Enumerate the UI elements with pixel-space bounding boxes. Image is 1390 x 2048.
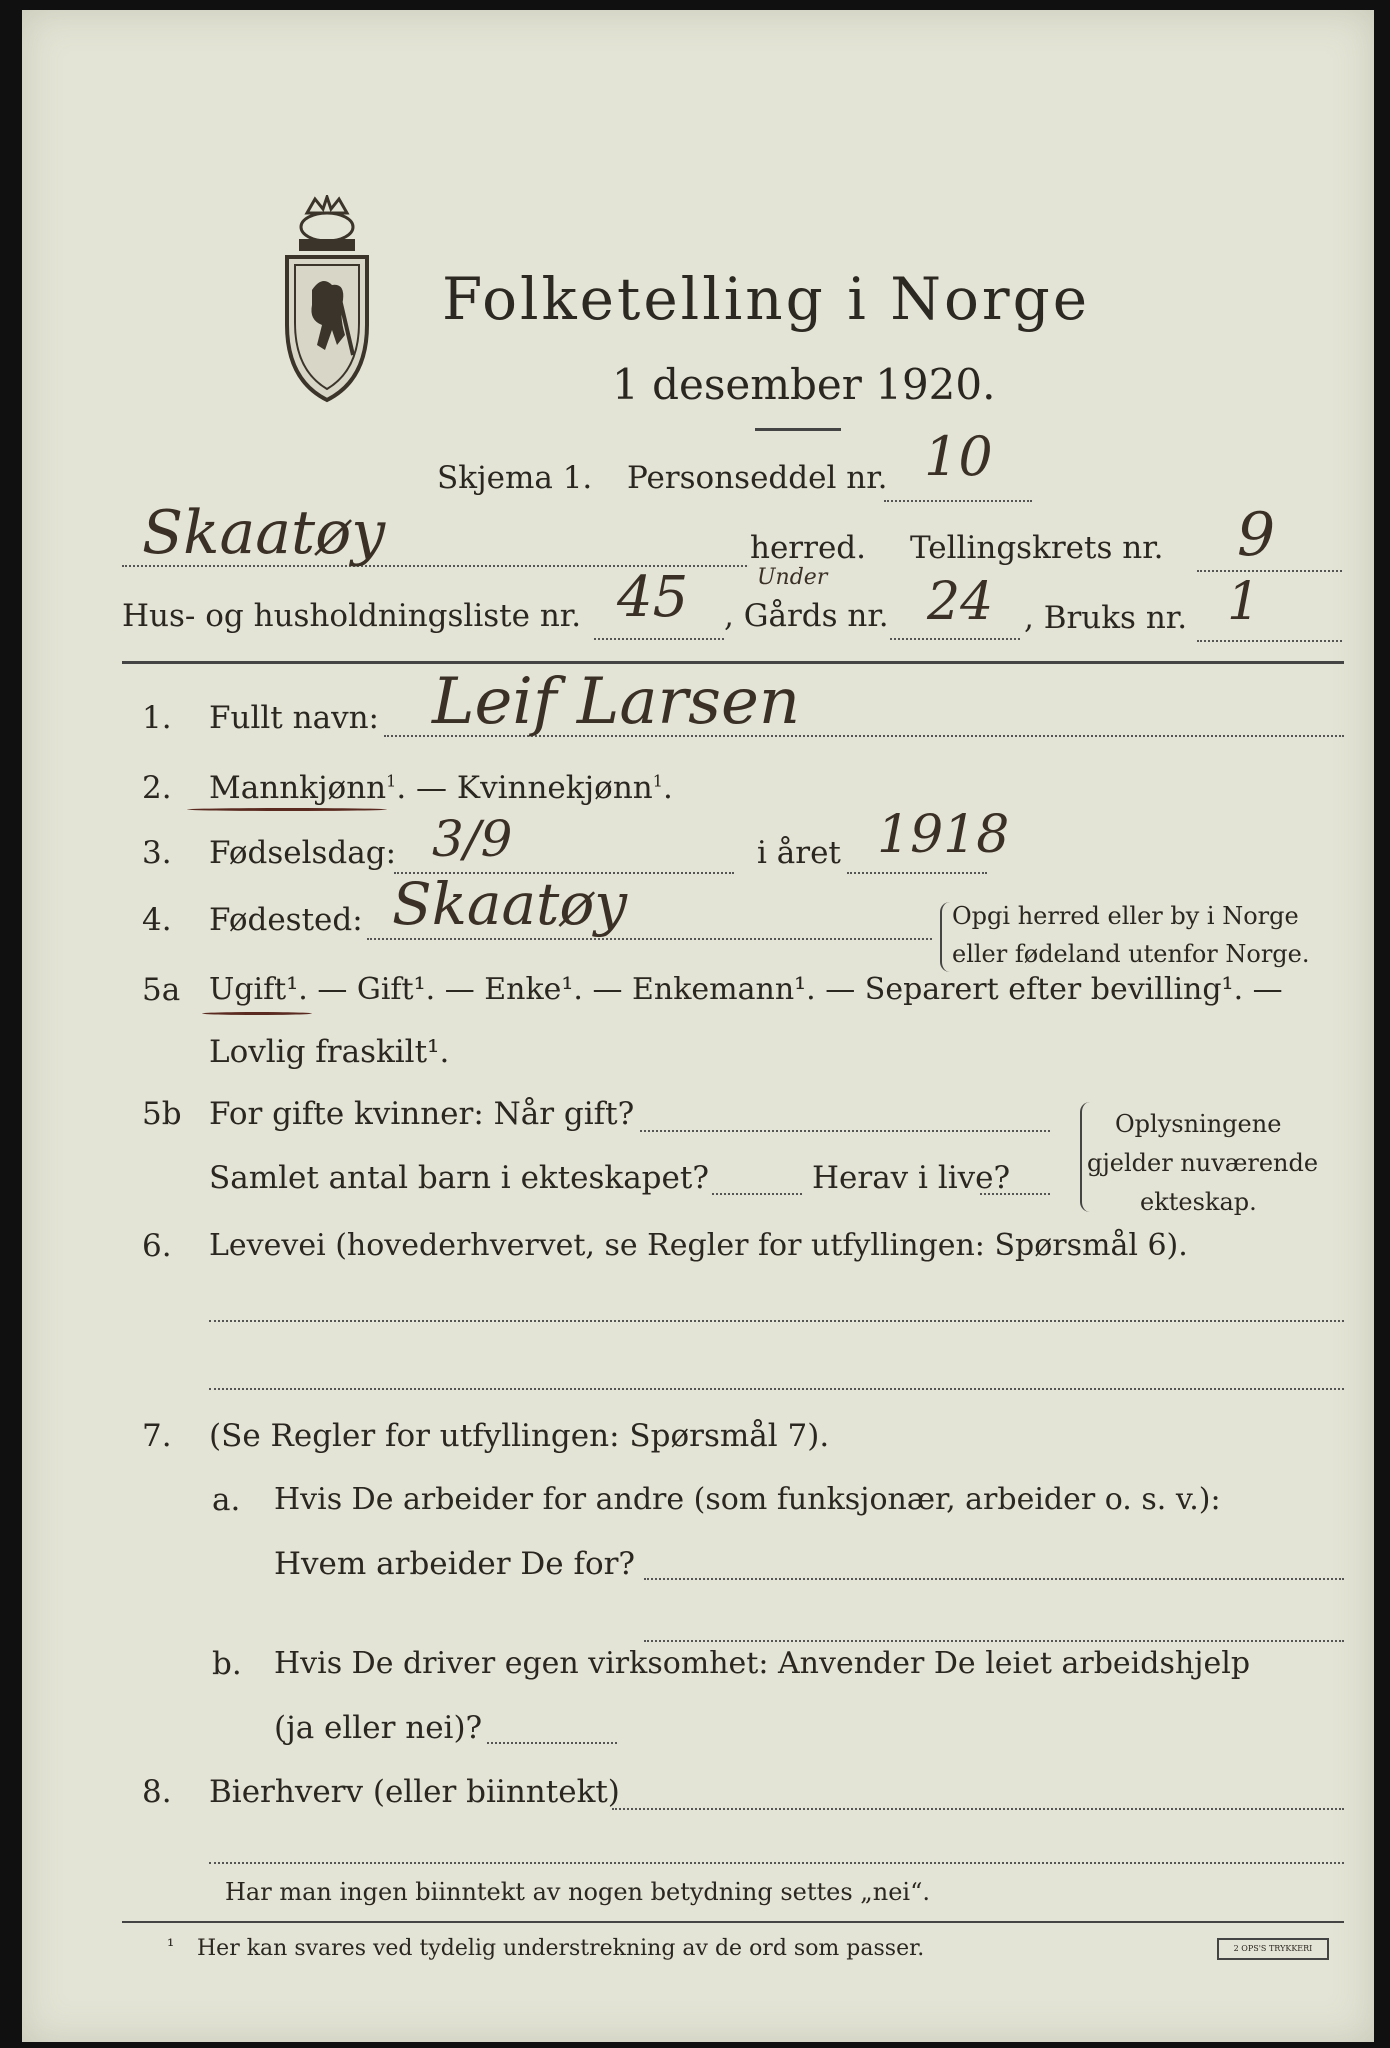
q2-female: Kvinnekjønn <box>456 770 653 806</box>
hus-field-line <box>594 638 724 640</box>
q5b-note-line3: ekteskap. <box>1140 1188 1257 1216</box>
tellingskrets-field-line <box>1197 570 1342 572</box>
footnote-text: Her kan svares ved tydelig understrekning av de ord som passer. <box>197 1936 925 1961</box>
footnote-mark: ¹ <box>167 1936 175 1957</box>
hus-label: Hus- og husholdningsliste nr. <box>122 598 582 634</box>
q7-label: (Se Regler for utfyllingen: Spørsmål 7). <box>209 1418 830 1454</box>
q3-number: 3. <box>142 835 172 871</box>
q6-label: Levevei (hovederhvervet, se Regler for utfyllingen: Spørsmål 6). <box>209 1228 1188 1263</box>
q2-options <box>209 770 673 806</box>
gards-annotation: Under <box>757 565 828 590</box>
q5a-number: 5a <box>142 972 181 1008</box>
q1-value: Leif Larsen <box>432 665 801 739</box>
q7a-field-line-2 <box>644 1640 1344 1642</box>
header-divider <box>122 661 1344 664</box>
q3-year-value: 1918 <box>877 805 1010 865</box>
q7b-field-line <box>487 1742 617 1744</box>
q8-label: Bierhverv (eller biinntekt) <box>209 1774 620 1810</box>
q2-end: . <box>662 770 673 806</box>
form-title: Folketelling i Norge <box>442 265 1091 333</box>
q7b-line2: (ja eller nei)? <box>274 1710 483 1746</box>
q2-underline <box>187 808 387 811</box>
q7a-number: a. <box>212 1482 241 1518</box>
q6-field-line-1 <box>209 1320 1344 1322</box>
herred-value: Skaatøy <box>142 498 386 568</box>
q4-label: Fødested: <box>209 902 363 938</box>
q5b-number: 5b <box>142 1096 182 1132</box>
q5b-note-line1: Oplysningene <box>1115 1110 1282 1138</box>
q5a-option-line2: Lovlig fraskilt¹. <box>209 1034 450 1070</box>
q7a-line1: Hvis De arbeider for andre (som funksjonær, arbeider o. s. v.): <box>274 1482 1221 1517</box>
q3-value: 3/9 <box>432 810 513 868</box>
gards-field-line <box>890 638 1020 640</box>
q1-label: Fullt navn: <box>209 700 379 736</box>
footnote-divider <box>122 1921 1344 1923</box>
q4-note-line1: Opgi herred eller by i Norge <box>952 902 1299 930</box>
gards-label: , Gårds nr. <box>724 598 889 634</box>
q5b-line2a: Samlet antal barn i ekteskapet? <box>209 1160 709 1196</box>
q7a-line2: Hvem arbeider De for? <box>274 1546 636 1582</box>
q8-field-line-2 <box>209 1862 1344 1864</box>
printer-stamp: 2 OPS'S TRYKKERI <box>1217 1938 1329 1960</box>
q5b-married-field-line <box>640 1130 1050 1132</box>
q4-note-line2: eller fødeland utenfor Norge. <box>952 940 1310 968</box>
q7a-field-line-1 <box>644 1578 1344 1580</box>
schema-label: Skjema 1. <box>437 460 593 496</box>
personseddel-value: 10 <box>924 425 993 488</box>
q8-field-line-1 <box>612 1808 1344 1810</box>
q7-number: 7. <box>142 1418 172 1454</box>
bruks-label: , Bruks nr. <box>1024 600 1188 636</box>
q8-number: 8. <box>142 1774 172 1810</box>
q2-sup: 1 <box>386 771 397 791</box>
q4-field-line <box>367 938 932 940</box>
personseddel-field-line <box>884 500 1032 502</box>
personseddel-label: Personseddel nr. <box>627 460 888 496</box>
census-form <box>22 10 1374 2042</box>
q2-male: Mannkjønn <box>209 770 387 806</box>
q4-number: 4. <box>142 902 172 938</box>
q5a-options: Ugift¹. — Gift¹. — Enke¹. — Enkemann¹. — Separert efter bevilling¹. — <box>209 972 1283 1007</box>
q3-year-label: i året <box>757 835 841 871</box>
tellingskrets-value: 9 <box>1237 500 1276 570</box>
q4-value: Skaatøy <box>392 870 628 938</box>
bruks-value: 1 <box>1227 572 1261 632</box>
q1-number: 1. <box>142 700 172 736</box>
q6-number: 6. <box>142 1228 172 1264</box>
q5b-line2b: Herav i live? <box>812 1160 1011 1196</box>
q8-note: Har man ingen biinntekt av nogen betydning settes „nei“. <box>225 1878 930 1906</box>
q2-sup-2: 1 <box>652 771 663 791</box>
hus-value: 45 <box>617 565 689 630</box>
q7b-number: b. <box>212 1646 242 1682</box>
q5b-alive-field-line <box>980 1193 1050 1195</box>
q6-field-line-2 <box>209 1388 1344 1390</box>
q5b-note-line2: gjelder nuværende <box>1087 1149 1319 1177</box>
norway-coat-of-arms-icon <box>277 195 377 405</box>
gards-value: 24 <box>927 572 994 632</box>
herred-label: herred. <box>750 530 866 566</box>
q3-year-field-line <box>847 872 987 874</box>
q4-note-brace <box>940 902 950 972</box>
q3-label: Fødselsdag: <box>209 835 397 871</box>
bruks-field-line <box>1197 640 1342 642</box>
q2-separator: . — <box>396 770 457 806</box>
title-divider <box>755 428 841 431</box>
q5a-underline <box>202 1012 312 1015</box>
q2-number: 2. <box>142 770 172 806</box>
q7b-line1: Hvis De driver egen virksomhet: Anvender De leiet arbeidshjelp <box>274 1646 1251 1681</box>
census-date: 1 desember 1920. <box>612 360 996 409</box>
q5b-line1: For gifte kvinner: Når gift? <box>209 1096 635 1132</box>
q5b-children-field-line <box>712 1193 802 1195</box>
tellingskrets-label: Tellingskrets nr. <box>910 530 1164 566</box>
